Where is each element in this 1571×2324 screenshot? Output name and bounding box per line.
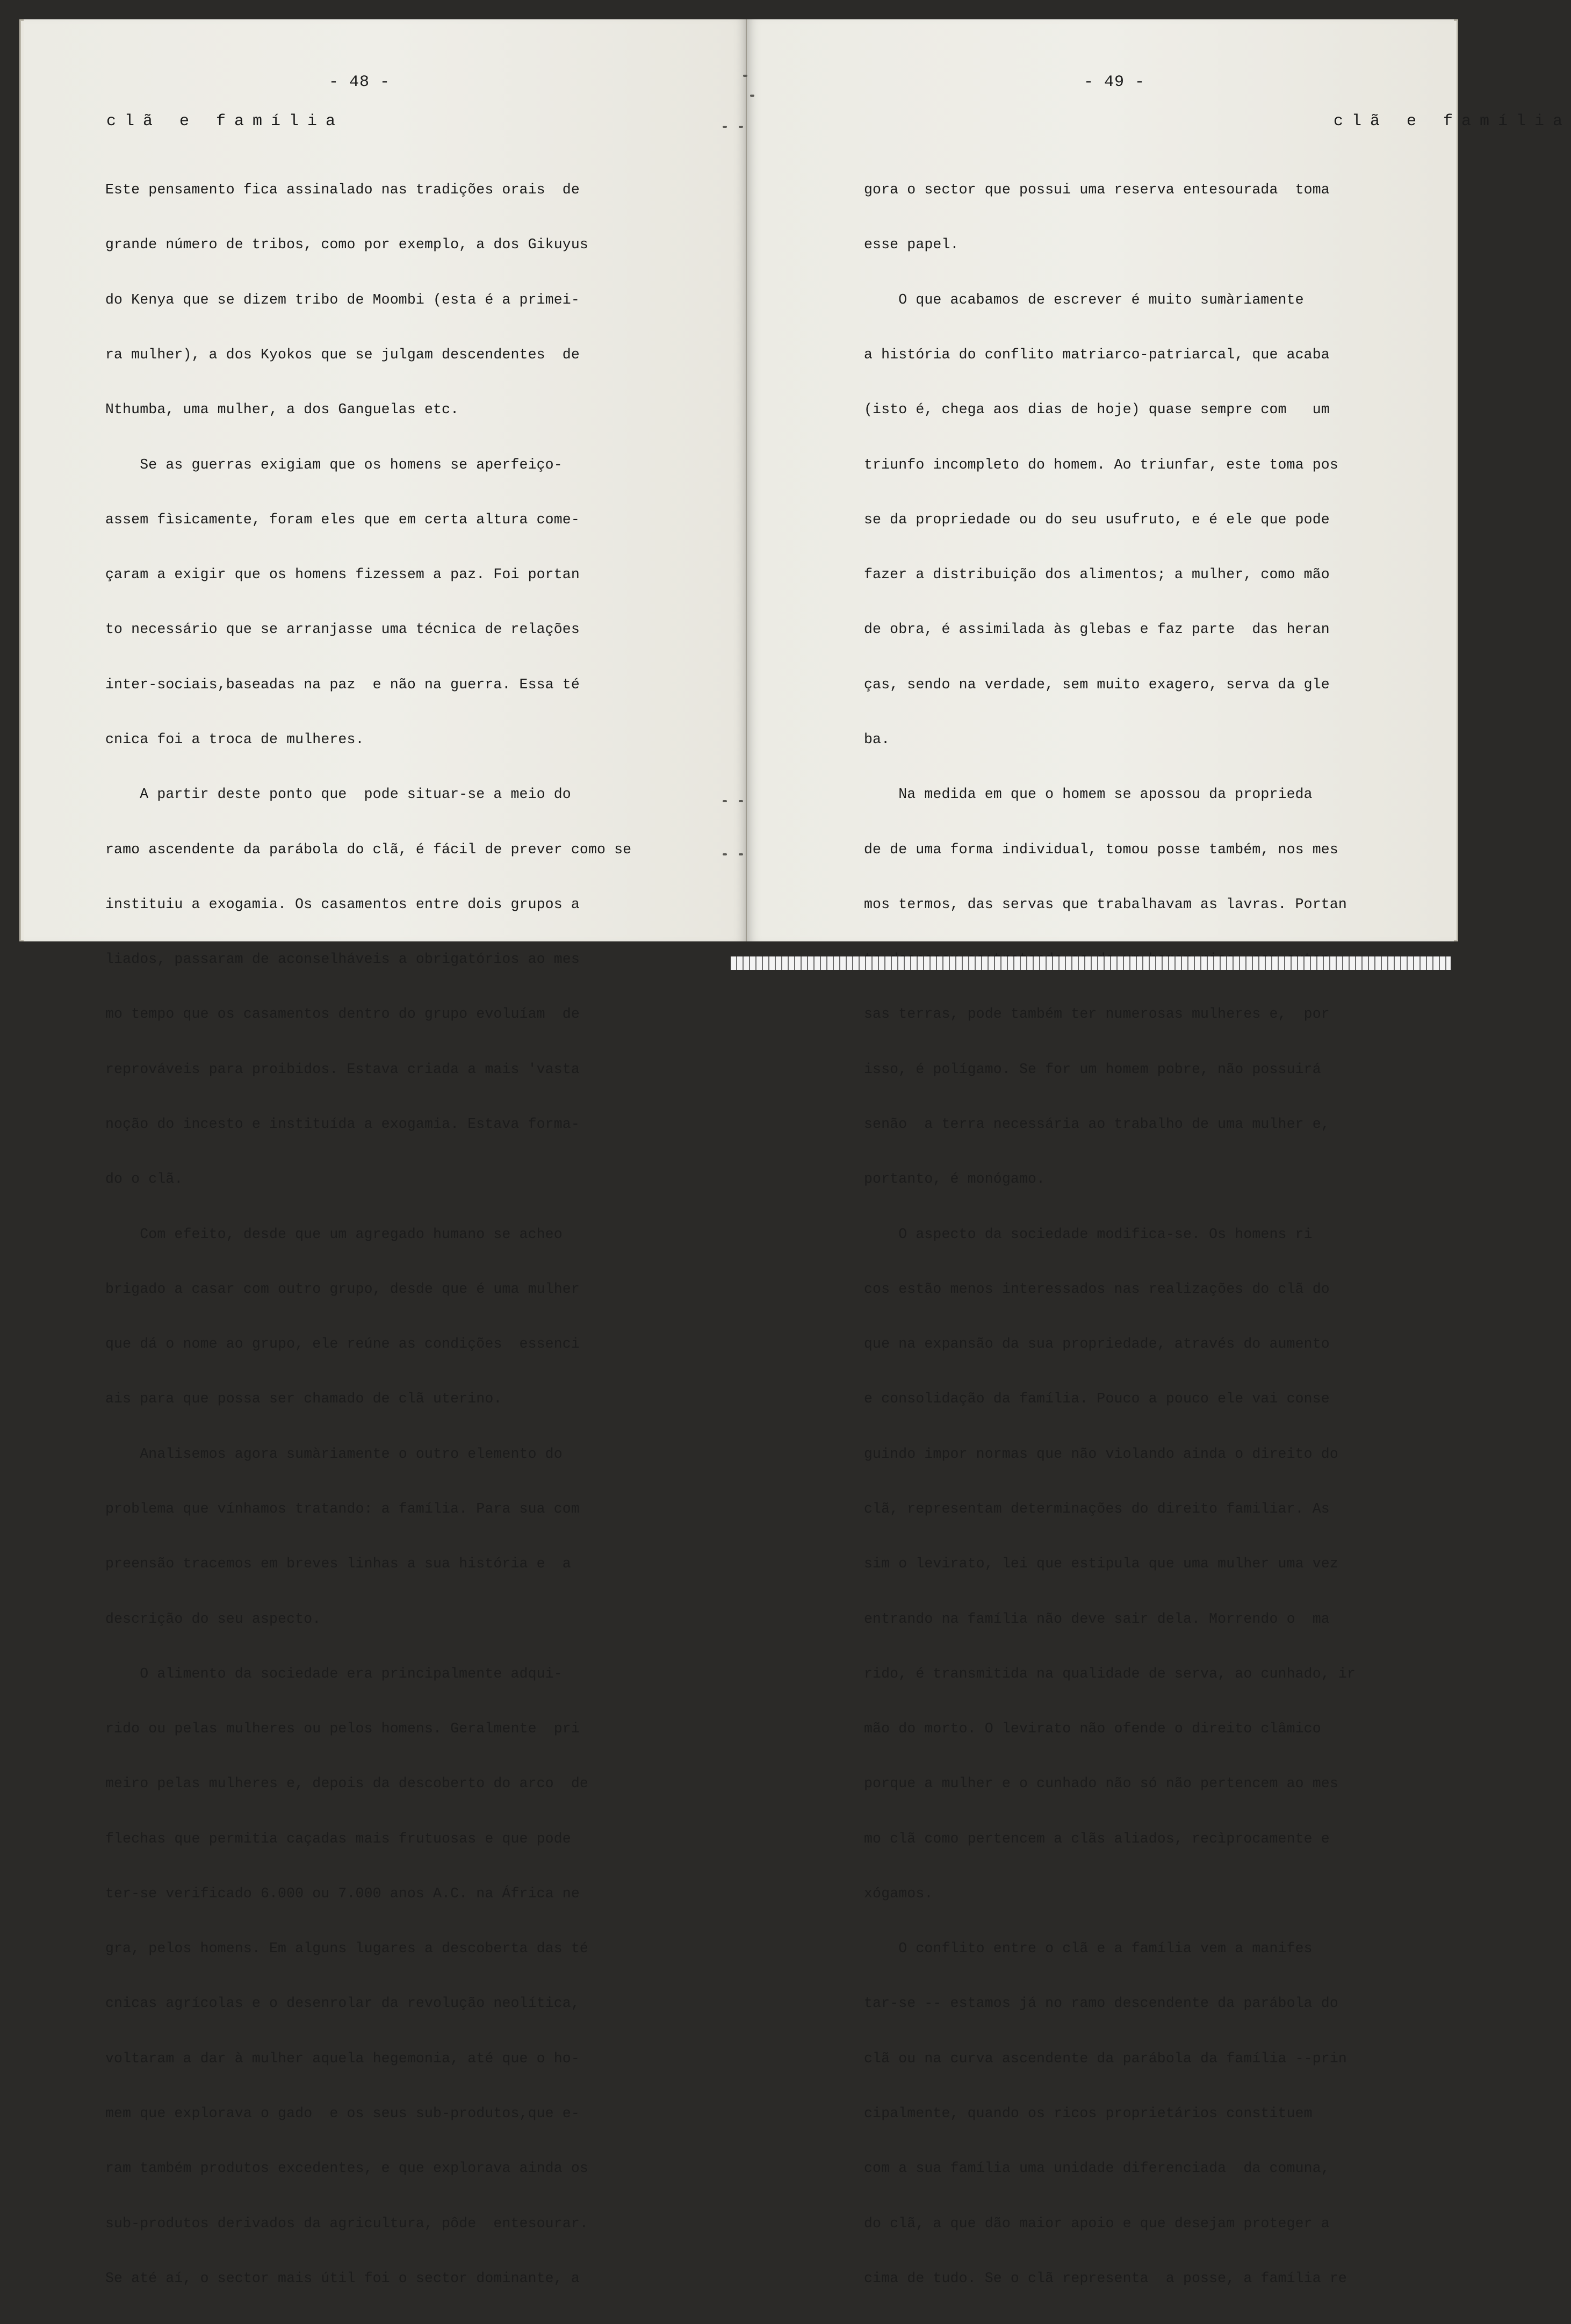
text-line: rido, é transmitida na qualidade de serva, ao cunhado, ir bbox=[864, 1665, 1356, 1682]
text-line: fazer a distribuição dos alimentos; a mulher, como mão bbox=[864, 566, 1330, 583]
text-line: a história do conflito matriarco-patriarcal, que acaba bbox=[864, 347, 1330, 363]
binding-mark bbox=[750, 95, 754, 97]
text-line: assem fìsicamente, foram eles que em certa altura come- bbox=[105, 511, 580, 528]
text-line: ram também produtos excedentes, e que explorava ainda os bbox=[105, 2160, 588, 2177]
text-line: mo tempo que os casamentos dentro do grupo evoluíam de bbox=[105, 1006, 580, 1023]
text-line: descrição do seu aspecto. bbox=[105, 1610, 321, 1627]
text-line: mo clã como pertencem a clãs aliados, recìprocamente e bbox=[864, 1830, 1330, 1847]
binding-mark bbox=[723, 126, 727, 128]
text-line: do clã, a que dão maior apoio e que desejam proteger a bbox=[864, 2215, 1330, 2232]
text-line: gora o sector que possui uma reserva entesourada toma bbox=[864, 182, 1330, 198]
text-line: sub-produtos derivados da agricultura, pôde entesourar. bbox=[105, 2215, 588, 2232]
text-line: de obra, é assimilada às glebas e faz parte das heran bbox=[864, 621, 1330, 638]
text-line: e consolidação da família. Pouco a pouco ele vai conse bbox=[864, 1391, 1330, 1407]
page-number-left: - 48 - bbox=[329, 73, 391, 91]
right-page bbox=[747, 19, 1571, 2286]
text-line: tar-se -- estamos já no ramo descendente da parábola do bbox=[864, 1995, 1338, 2012]
text-line: brigado a casar com outro grupo, desde que é uma mulher bbox=[105, 1280, 580, 1297]
binding-mark bbox=[739, 800, 743, 802]
page-number-right: - 49 - bbox=[1084, 73, 1145, 91]
binding-mark bbox=[743, 75, 747, 77]
open-book bbox=[19, 19, 1571, 2286]
text-line: mão do morto. O levirato não ofende o direito clâmico bbox=[864, 1721, 1321, 1737]
text-line: ças, sendo na verdade, sem muito exagero, serva da gle bbox=[864, 676, 1330, 693]
text-line: ra mulher), a dos Kyokos que se julgam descendentes de bbox=[105, 347, 580, 363]
text-line: Analisemos agora sumàriamente o outro elemento do bbox=[105, 1445, 563, 1462]
text-line: Se até aí, o sector mais útil foi o sector dominante, a bbox=[105, 2270, 580, 2286]
scale-ruler bbox=[731, 956, 1451, 970]
text-line: sim o levirato, lei que estipula que uma mulher uma vez bbox=[864, 1556, 1338, 1572]
text-line: cima de tudo. Se o clã representa a posse, a família re bbox=[864, 2270, 1347, 2286]
text-line: noção do incesto e instituída a exogamia. Estava forma- bbox=[105, 1116, 580, 1132]
text-line: problema que vínhamos tratando: a família. Para sua com bbox=[105, 1500, 580, 1517]
binding-mark bbox=[723, 853, 727, 855]
text-line: sas terras, pode também ter numerosas mulheres e, por bbox=[864, 1006, 1330, 1023]
text-line: isso, é polígamo. Se for um homem pobre, não possuirá bbox=[864, 1061, 1321, 1077]
text-line: O alimento da sociedade era principalmente adqui- bbox=[105, 1665, 563, 1682]
text-line: ter-se verificado 6.000 ou 7.000 anos A.C. na África ne bbox=[105, 1885, 580, 1902]
text-line: inter-sociais,baseadas na paz e não na guerra. Essa té bbox=[105, 676, 580, 693]
text-line: triunfo incompleto do homem. Ao triunfar, este toma pos bbox=[864, 456, 1338, 473]
body-text-right bbox=[864, 144, 1356, 2324]
text-line: mos termos, das servas que trabalhavam as lavras. Portan bbox=[864, 896, 1347, 912]
text-line: que dá o nome ao grupo, ele reúne as condições essenci bbox=[105, 1336, 580, 1352]
text-line: voltaram a dar à mulher aquela hegemonia, até que o ho- bbox=[105, 2050, 580, 2067]
text-line: com a sua família uma unidade diferenciada da comuna, bbox=[864, 2160, 1330, 2177]
left-page bbox=[24, 19, 747, 2286]
text-line: A partir deste ponto que pode situar-se a meio do bbox=[105, 786, 571, 803]
text-line: Este pensamento fica assinalado nas tradições orais de bbox=[105, 182, 580, 198]
text-line: clã, representam determinações do direito familiar. As bbox=[864, 1500, 1330, 1517]
text-line: Se as guerras exigiam que os homens se aperfeiço- bbox=[105, 456, 563, 473]
text-line: liados, passaram de aconselháveis a obrigatórios ao mes bbox=[105, 951, 580, 968]
text-line: to necessário que se arranjasse uma técnica de relações bbox=[105, 621, 580, 638]
text-line: O aspecto da sociedade modifica-se. Os homens ri bbox=[864, 1226, 1313, 1242]
text-line: çaram a exigir que os homens fizessem a paz. Foi portan bbox=[105, 566, 580, 583]
text-line: Com efeito, desde que um agregado humano se acheo bbox=[105, 1226, 563, 1242]
text-line: portanto, é monógamo. bbox=[864, 1171, 1046, 1188]
text-line: O que acabamos de escrever é muito sumàriamente bbox=[864, 291, 1304, 308]
text-line: senão a terra necessária ao trabalho de uma mulher e, bbox=[864, 1116, 1330, 1132]
text-line: guindo impor normas que não violando ainda o direito do bbox=[864, 1445, 1338, 1462]
text-line: gra, pelos homens. Em alguns lugares a descoberta das té bbox=[105, 1940, 588, 1957]
text-line: xógamos. bbox=[864, 1885, 933, 1902]
text-line: grande número de tribos, como por exemplo, a dos Gikuyus bbox=[105, 236, 588, 253]
text-line: mem que explorava o gado e os seus sub-produtos,que e- bbox=[105, 2105, 580, 2122]
text-line: porque a mulher e o cunhado não só não pertencem ao mes bbox=[864, 1775, 1338, 1792]
text-line: do o clã. bbox=[105, 1171, 183, 1188]
binding-mark bbox=[739, 853, 743, 855]
text-line: ba. bbox=[864, 731, 890, 747]
text-line: cnicas agrícolas e o desenrolar da revolução neolítica, bbox=[105, 1995, 580, 2012]
text-line: cos estão menos interessados nas realizações do clã do bbox=[864, 1280, 1330, 1297]
text-line: (isto é, chega aos dias de hoje) quase sempre com um bbox=[864, 401, 1330, 418]
text-line: clã ou na curva ascendente da parábola da família --prin bbox=[864, 2050, 1347, 2067]
text-line: instituiu a exogamia. Os casamentos entre dois grupos a bbox=[105, 896, 580, 912]
text-line: cipalmente, quando os ricos proprietários constituem bbox=[864, 2105, 1313, 2122]
text-line: se da propriedade ou do seu usufruto, e é ele que pode bbox=[864, 511, 1330, 528]
text-line: flechas que permitia caçadas mais frutuosas e que pode bbox=[105, 1830, 571, 1847]
body-text-left bbox=[105, 144, 631, 2324]
text-line: entrando na família não deve sair dela. Morrendo o ma bbox=[864, 1610, 1330, 1627]
text-line: rido ou pelas mulheres ou pelos homens. Geralmente pri bbox=[105, 1721, 580, 1737]
text-line: meiro pelas mulheres e, depois da descoberto do arco de bbox=[105, 1775, 588, 1792]
binding-mark bbox=[723, 800, 727, 802]
text-line: que na expansão da sua propriedade, através do aumento bbox=[864, 1336, 1330, 1352]
binding-mark bbox=[739, 126, 743, 128]
running-head-right: clã e família bbox=[1334, 112, 1571, 131]
text-line: do Kenya que se dizem tribo de Moombi (esta é a primei- bbox=[105, 291, 580, 308]
text-line: reprováveis para proibidos. Estava criada a mais 'vasta bbox=[105, 1061, 580, 1077]
text-line: esse papel. bbox=[864, 236, 959, 253]
text-line: ais para que possa ser chamado de clã uterino. bbox=[105, 1391, 502, 1407]
text-line: ramo ascendente da parábola do clã, é fácil de prever como se bbox=[105, 841, 632, 858]
text-line: Na medida em que o homem se apossou da proprieda bbox=[864, 786, 1313, 803]
text-line: preensão tracemos em breves linhas a sua história e a bbox=[105, 1556, 571, 1572]
text-line: O conflito entre o clã e a família vem a manifes bbox=[864, 1940, 1313, 1957]
text-line: de de uma forma individual, tomou posse também, nos mes bbox=[864, 841, 1338, 858]
running-head-left: clã e família bbox=[106, 112, 344, 131]
text-line: Nthumba, uma mulher, a dos Ganguelas etc. bbox=[105, 401, 459, 418]
text-line: cnica foi a troca de mulheres. bbox=[105, 731, 364, 747]
